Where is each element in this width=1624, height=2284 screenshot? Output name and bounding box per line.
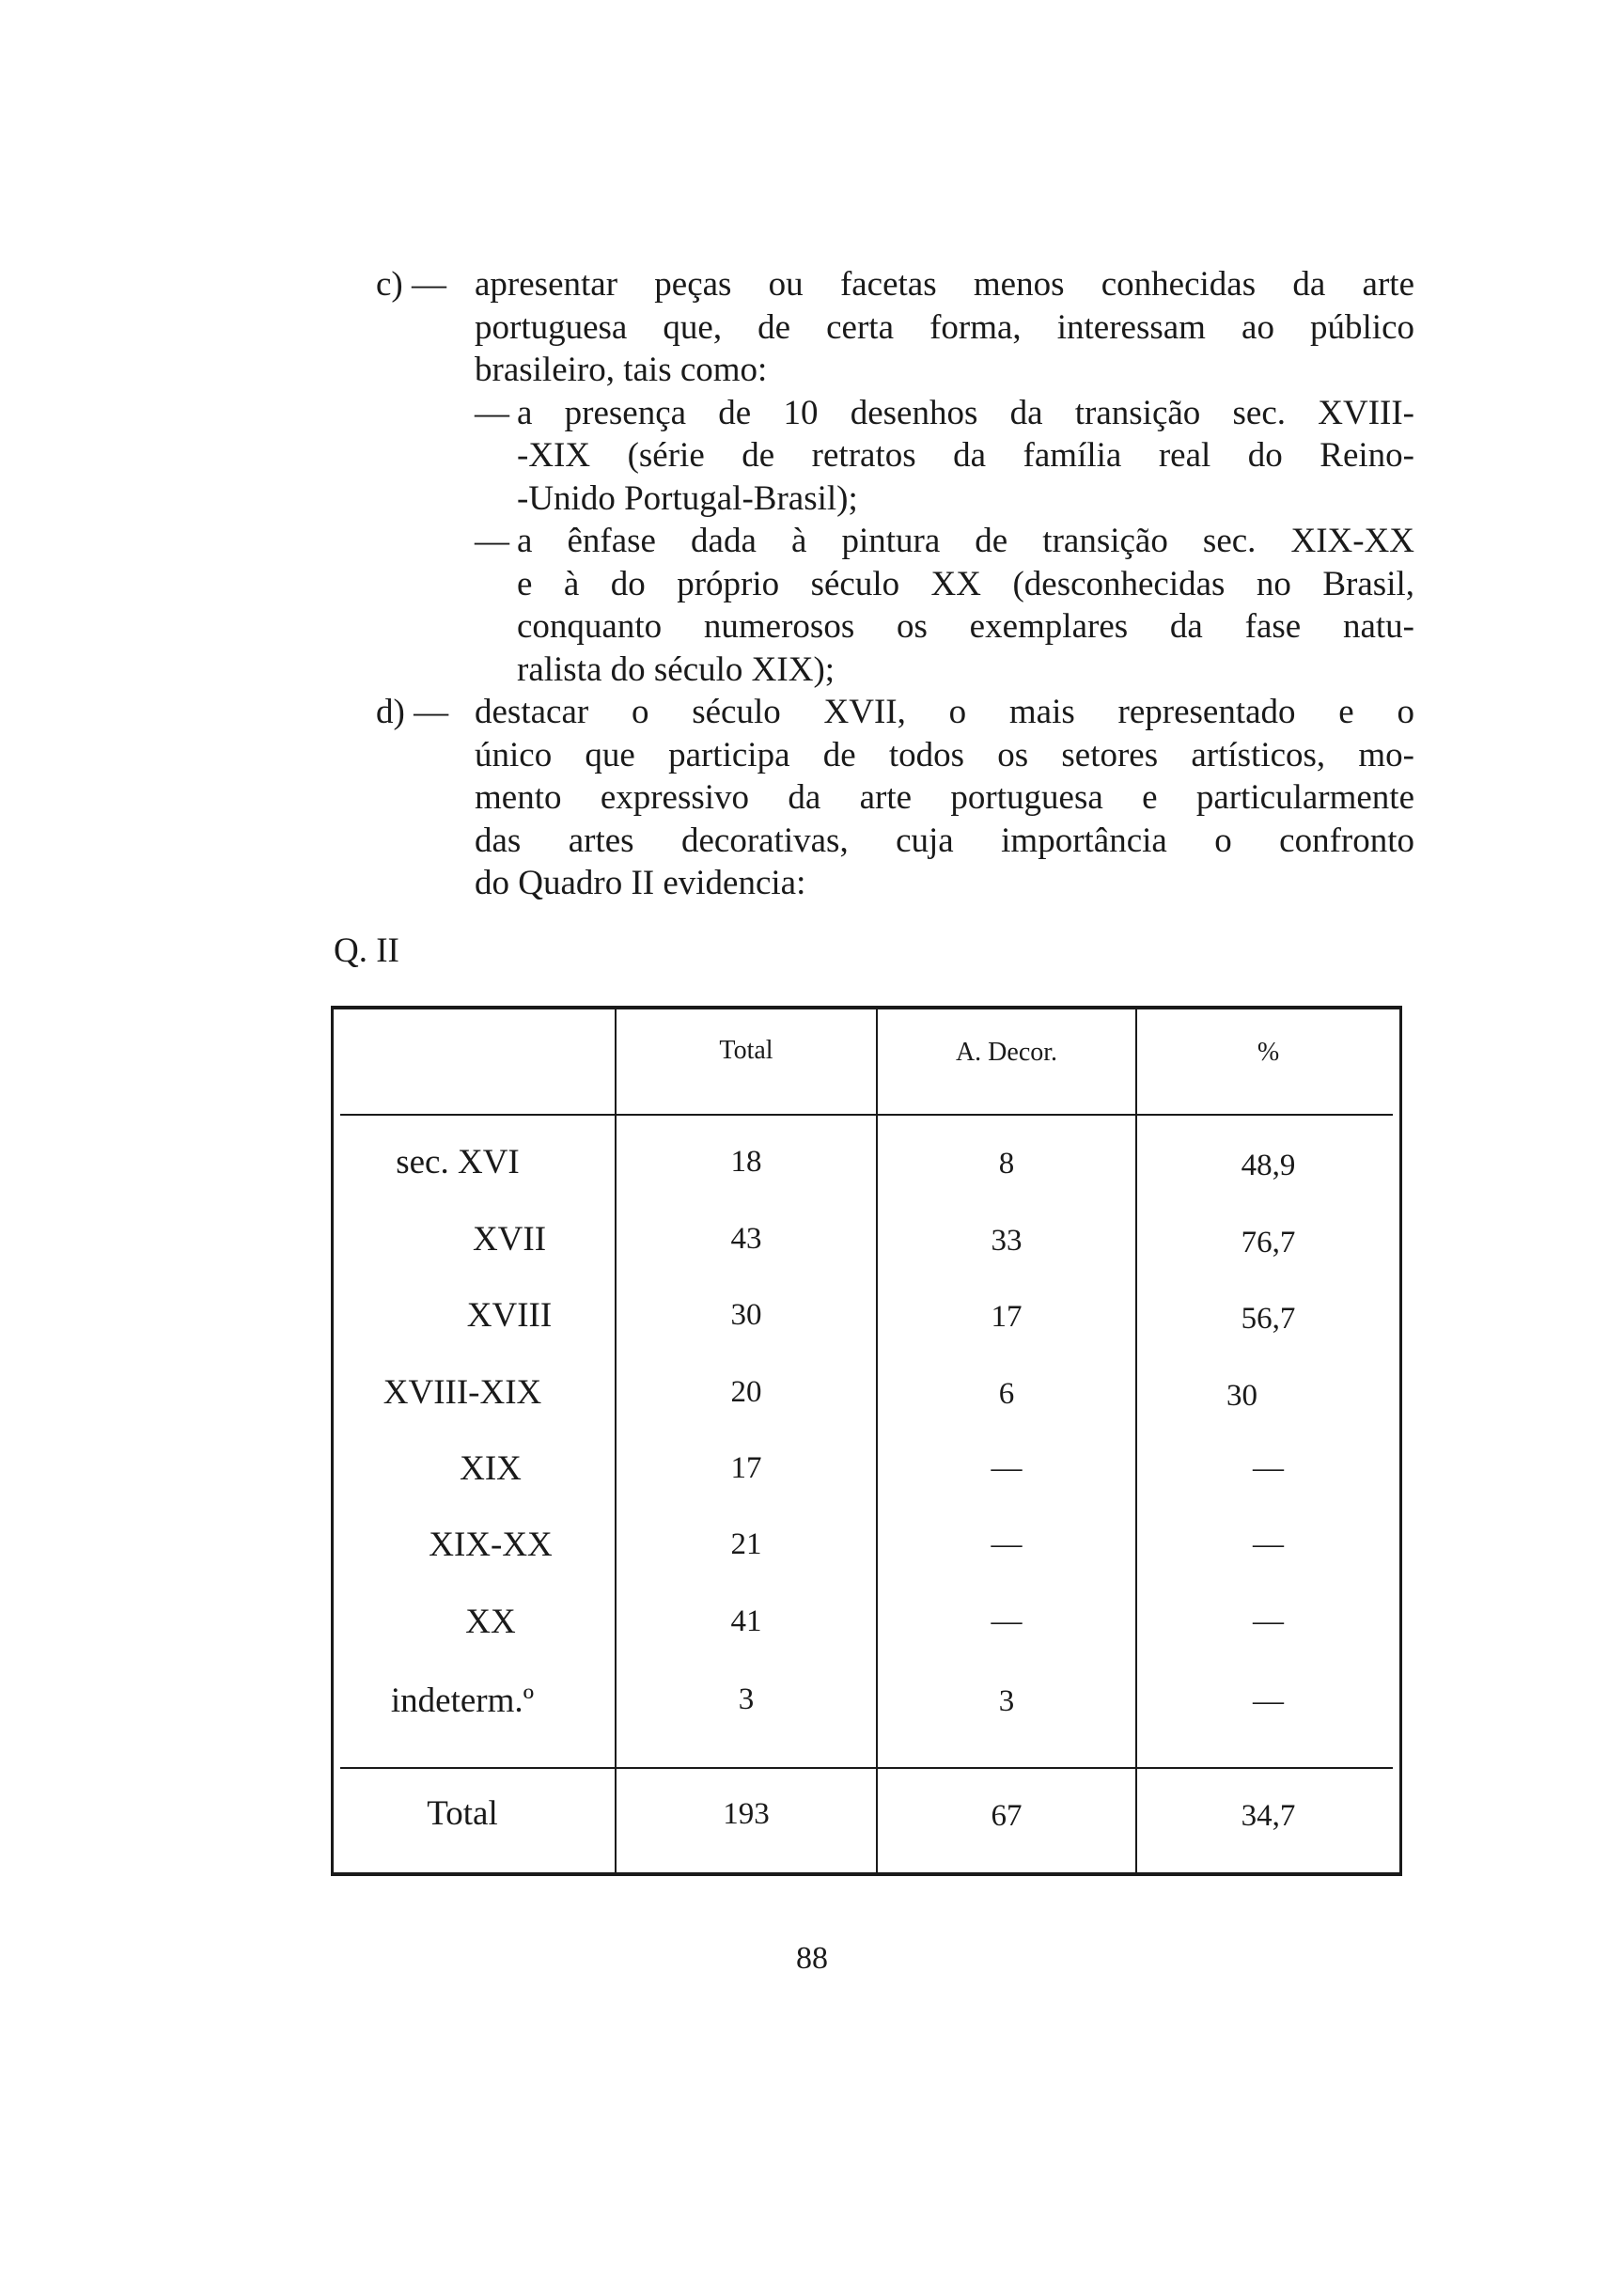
cell-percent: 34,7 — [1241, 1799, 1296, 1833]
text-line: conquanto numerosos os exemplares da fase natu- — [517, 607, 1414, 646]
row-label: Total — [427, 1794, 498, 1833]
table-label: Q. II — [334, 931, 399, 970]
text-line: a presença de 10 desenhos da transição sec. XVIII- — [517, 393, 1414, 432]
text-line: a ênfase dada à pintura de transição sec. XIX-XX — [517, 522, 1414, 560]
column-divider — [1135, 1006, 1137, 1876]
list-item-d — [376, 691, 1414, 905]
cell-percent: 76,7 — [1241, 1226, 1296, 1259]
text-line: único que participa de todos os setores artísticos, mo- — [475, 735, 1414, 774]
header-percent: % — [1257, 1038, 1280, 1067]
cell-percent: — — [1253, 1684, 1284, 1718]
header-total: Total — [719, 1036, 773, 1065]
text-line: -Unido Portugal-Brasil); — [517, 478, 858, 518]
text-line: apresentar peças ou facetas menos conhecidas da arte — [475, 265, 1414, 304]
cell-decor: — — [991, 1527, 1023, 1561]
list-item-c — [376, 263, 1414, 691]
table-bottom-rule — [331, 1872, 1402, 1876]
header-rule — [340, 1114, 1393, 1116]
table-left-border — [331, 1006, 334, 1876]
cell-percent: 30 — [1226, 1379, 1257, 1413]
page-number: 88 — [796, 1941, 828, 1976]
cell-total: 18 — [730, 1145, 762, 1179]
cell-decor: — — [991, 1604, 1023, 1638]
cell-percent: 48,9 — [1241, 1149, 1296, 1182]
cell-total: 21 — [730, 1527, 762, 1561]
cell-percent: 56,7 — [1241, 1302, 1296, 1336]
row-label: XVII — [472, 1220, 547, 1259]
row-label: XX — [465, 1603, 516, 1641]
table-right-border — [1399, 1006, 1402, 1876]
text-line: e à do próprio século XX (desconhecidas no Brasil, — [517, 564, 1414, 603]
cell-percent: — — [1253, 1527, 1284, 1561]
text-line: das artes decorativas, cuja importância o confronto — [475, 821, 1414, 860]
text-line: portuguesa que, de certa forma, interessam ao público — [475, 307, 1414, 347]
cell-total: 17 — [730, 1451, 762, 1485]
row-label: sec. XVI — [396, 1143, 520, 1181]
cell-decor: 17 — [991, 1300, 1023, 1334]
text-line: brasileiro, tais como: — [475, 351, 768, 389]
cell-percent: — — [1253, 1604, 1284, 1638]
item-marker: d) — — [376, 693, 449, 731]
data-table — [331, 1006, 1402, 1880]
text-line: -XIX (série de retratos da família real do Reino- — [517, 436, 1414, 475]
row-label: indeterm.º — [390, 1682, 535, 1720]
table-top-rule — [331, 1006, 1402, 1009]
row-label: XIX — [460, 1449, 522, 1488]
cell-total: 3 — [738, 1682, 755, 1716]
row-label: XVIII-XIX — [383, 1373, 542, 1412]
sub-item — [475, 392, 1414, 521]
text-line: do Quadro II evidencia: — [475, 864, 806, 902]
row-label: XIX-XX — [429, 1525, 553, 1564]
cell-decor: — — [991, 1451, 1023, 1485]
dash-marker: — — [475, 522, 509, 560]
cell-decor: 67 — [991, 1799, 1023, 1833]
cell-total: 20 — [730, 1375, 762, 1409]
cell-total: 30 — [730, 1298, 762, 1332]
sub-item — [475, 520, 1414, 691]
dash-marker: — — [475, 393, 509, 432]
header-decor: A. Decor. — [955, 1038, 1058, 1067]
cell-decor: 3 — [998, 1684, 1015, 1718]
cell-percent: — — [1253, 1451, 1284, 1485]
cell-total: 193 — [723, 1797, 770, 1831]
column-divider — [876, 1006, 878, 1876]
cell-decor: 6 — [998, 1377, 1015, 1411]
total-rule — [340, 1767, 1393, 1769]
cell-total: 41 — [730, 1604, 762, 1638]
text-line: ralista do século XIX); — [517, 649, 835, 689]
row-label: XVIII — [466, 1296, 553, 1335]
text-line: destacar o século XVII, o mais representado e o — [475, 693, 1414, 731]
column-divider — [615, 1006, 617, 1876]
body-text — [376, 263, 1414, 905]
item-marker: c) — — [376, 265, 446, 304]
text-line: mento expressivo da arte portuguesa e particularmente — [475, 778, 1414, 817]
cell-total: 43 — [730, 1222, 762, 1256]
cell-decor: 8 — [998, 1147, 1015, 1181]
cell-decor: 33 — [991, 1224, 1023, 1258]
